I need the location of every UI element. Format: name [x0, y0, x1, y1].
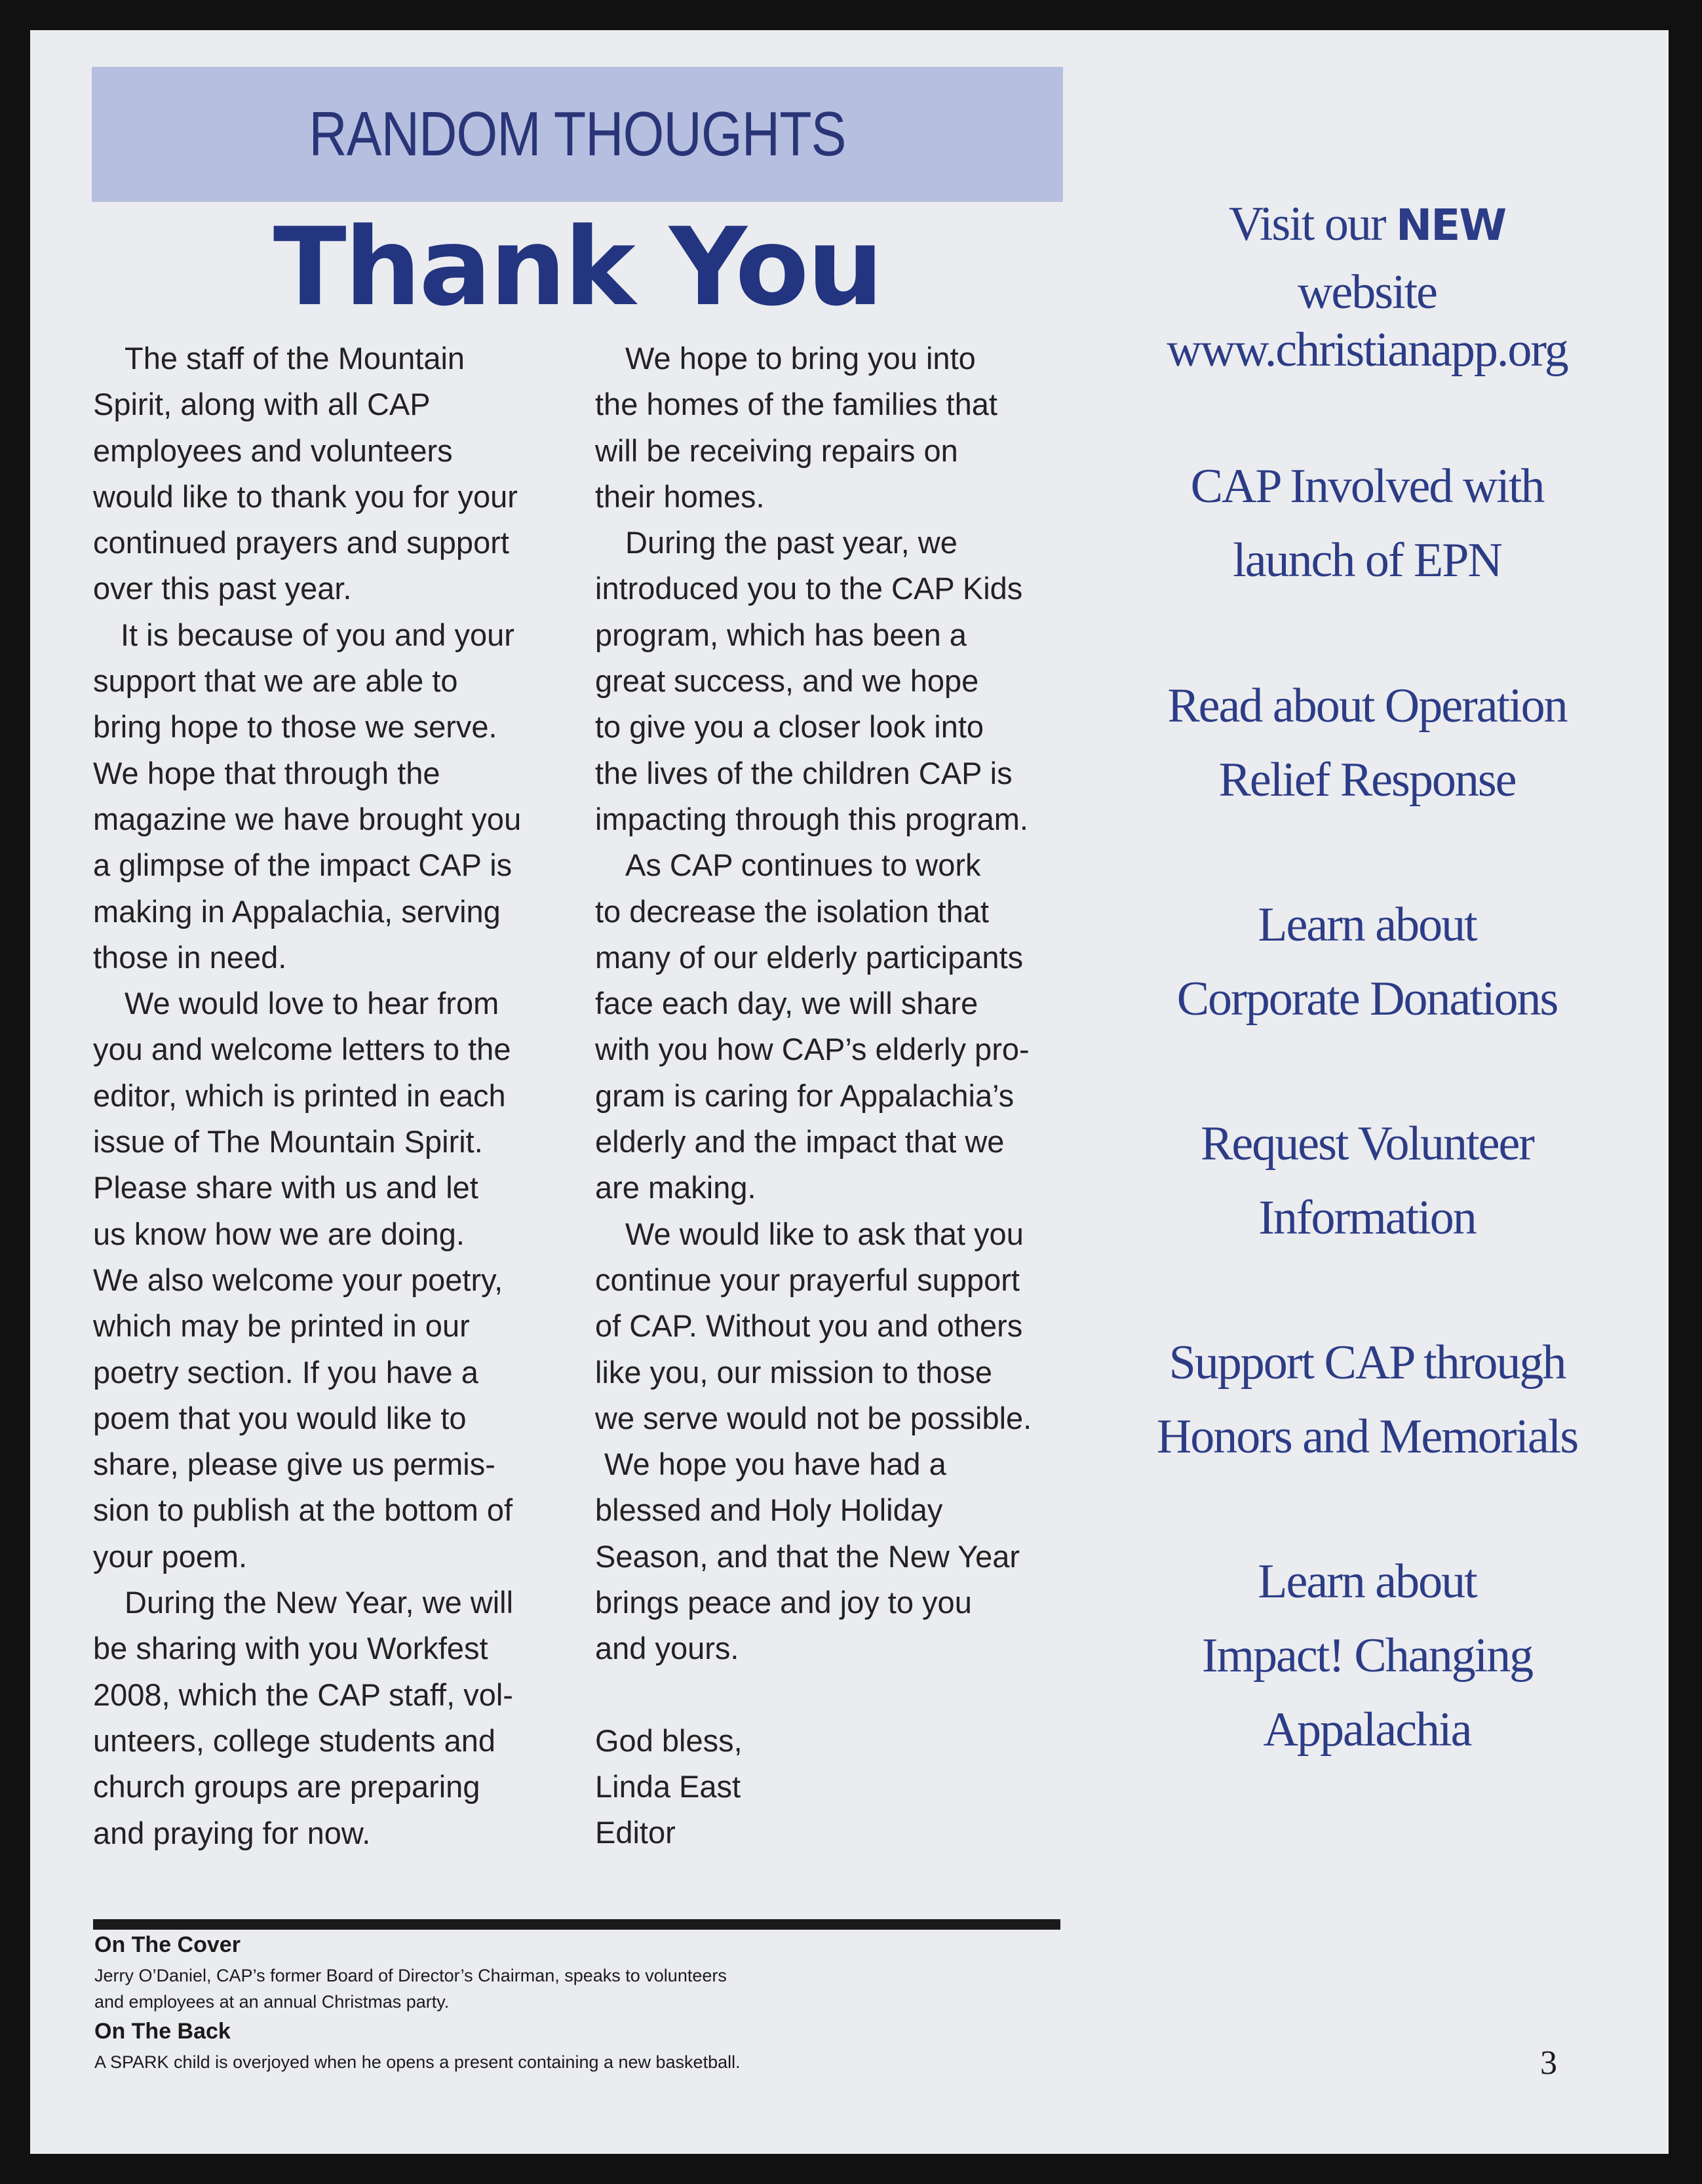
text-line: to give you a closer look into — [595, 709, 984, 745]
sidebar-item-honors-memorials: Honors and Memorials — [1156, 1410, 1578, 1464]
cover-caption-text: Jerry O’Daniel, CAP’s former Board of Director’s Chairman, speaks to volunteers — [94, 1966, 727, 1985]
text-line: impacting through this program. — [595, 801, 1028, 836]
text-line: the homes of the families that — [595, 387, 997, 422]
text-line: Season, and that the New Year — [595, 1538, 1020, 1574]
text-line: During the past year, we — [625, 525, 957, 560]
signature-name: Linda East — [595, 1768, 741, 1804]
sidebar-item-epn: CAP Involved with — [1190, 459, 1544, 513]
sidebar-item-honors-memorials: Support CAP through — [1169, 1336, 1566, 1390]
text-line: share, please give us permis- — [93, 1447, 495, 1482]
section-title: RANDOM THOUGHTS — [309, 99, 846, 169]
text-line: which may be printed in our — [93, 1308, 470, 1344]
text-line: introduced you to the CAP Kids — [595, 571, 1023, 606]
sidebar-item-operation-relief: Read about Operation — [1167, 679, 1567, 733]
text-line: will be receiving repairs on — [595, 433, 958, 468]
website-url: www.christianapp.org — [1167, 323, 1568, 377]
text-line: issue of The Mountain Spirit. — [93, 1124, 483, 1160]
sidebar-item-corporate-donations: Learn about — [1258, 898, 1477, 952]
text-line: continued prayers and support — [93, 525, 509, 560]
text-line: us know how we are doing. — [93, 1216, 465, 1251]
text-line: face each day, we will share — [595, 986, 978, 1021]
text-line: We would like to ask that you — [625, 1216, 1024, 1251]
text-line: We hope to bring you into — [625, 341, 976, 376]
sidebar-item-impact: Learn about — [1258, 1555, 1477, 1609]
text-line: Spirit, along with all CAP — [93, 387, 431, 422]
text-line: the lives of the children CAP is — [595, 755, 1013, 790]
text-line: you and welcome letters to the — [93, 1032, 511, 1067]
text-line: poem that you would like to — [93, 1400, 467, 1435]
signature-title: Editor — [595, 1815, 676, 1850]
text-line: employees and volunteers — [93, 433, 453, 468]
sidebar-item-impact: Appalachia — [1263, 1703, 1471, 1757]
text-line: making in Appalachia, serving — [93, 893, 501, 929]
text-line: editor, which is printed in each — [93, 1078, 506, 1113]
text-line: Please share with us and let — [93, 1170, 478, 1205]
sidebar-item-operation-relief: Relief Response — [1218, 753, 1516, 807]
signature-closing: God bless, — [595, 1723, 743, 1758]
sidebar-item-volunteer: Request Volunteer — [1201, 1117, 1534, 1171]
text-line: We hope you have had a — [604, 1447, 946, 1482]
text-line: poetry section. If you have a — [93, 1354, 478, 1390]
cover-caption-title: On The Cover — [94, 1932, 241, 1957]
back-caption-text: A SPARK child is overjoyed when he opens a present containing a new basketball. — [94, 2052, 741, 2072]
text-line: The staff of the Mountain — [125, 341, 465, 376]
text-line: are making. — [595, 1170, 756, 1205]
text-line: bring hope to those we serve. — [93, 709, 497, 745]
text-line: During the New Year, we will — [125, 1585, 514, 1620]
text-line: church groups are preparing — [93, 1769, 480, 1804]
text-line: gram is caring for Appalachia’s — [595, 1078, 1015, 1113]
back-caption-title: On The Back — [94, 2019, 231, 2044]
text-line: We hope that through the — [93, 755, 440, 790]
text-line: we serve would not be possible. — [595, 1400, 1032, 1435]
text-line: We also welcome your poetry, — [93, 1262, 503, 1297]
text-line: of CAP. Without you and others — [595, 1308, 1023, 1344]
text-line: with you how CAP’s elderly pro- — [595, 1032, 1030, 1067]
text-line: sion to publish at the bottom of — [93, 1492, 513, 1528]
text-line: and yours. — [595, 1631, 739, 1666]
sidebar-item-corporate-donations: Corporate Donations — [1176, 972, 1558, 1026]
text-line: program, which has been a — [595, 617, 967, 652]
section-banner — [92, 67, 1063, 202]
magazine-page — [30, 30, 1669, 2154]
text-line: magazine we have brought you — [93, 801, 522, 836]
text-line: As CAP continues to work — [625, 848, 981, 883]
headline: Thank You — [273, 205, 882, 330]
text-line: We would love to hear from — [125, 986, 499, 1021]
text-line: support that we are able to — [93, 663, 458, 699]
text-line: be sharing with you Workfest — [93, 1631, 488, 1666]
website-promo-line1: Visit our NEW — [1228, 197, 1506, 251]
sidebar-item-impact: Impact! Changing — [1201, 1629, 1533, 1683]
text-line: many of our elderly participants — [595, 939, 1024, 975]
left-column — [93, 336, 565, 1856]
text-line: continue your prayerful support — [595, 1262, 1020, 1297]
text-line: 2008, which the CAP staff, vol- — [93, 1677, 513, 1712]
text-line: their homes. — [595, 478, 765, 514]
text-line: brings peace and joy to you — [595, 1585, 972, 1620]
website-promo-line2: website — [1297, 265, 1437, 319]
text-line: like you, our mission to those — [595, 1354, 993, 1390]
text-line: and praying for now. — [93, 1815, 371, 1850]
page-number: 3 — [1540, 2044, 1557, 2082]
text-line: those in need. — [93, 939, 287, 975]
caption-divider — [93, 1919, 1060, 1930]
text-line: would like to thank you for your — [93, 478, 518, 514]
text-line: to decrease the isolation that — [595, 893, 989, 929]
new-emphasis: NEW — [1396, 200, 1506, 250]
text-line: unteers, college students and — [93, 1723, 496, 1758]
sidebar-item-epn: launch of EPN — [1233, 534, 1501, 587]
sidebar — [1066, 30, 1669, 2154]
right-column — [595, 336, 1067, 1856]
text-line: over this past year. — [93, 571, 352, 606]
text-line: a glimpse of the impact CAP is — [93, 848, 513, 883]
sidebar-item-volunteer: Information — [1258, 1191, 1476, 1245]
text-line: blessed and Holy Holiday — [595, 1492, 943, 1528]
text-line: elderly and the impact that we — [595, 1124, 1005, 1160]
text-line: great success, and we hope — [595, 663, 979, 699]
text-line: It is because of you and your — [121, 617, 514, 652]
signature-spacer — [595, 1672, 1067, 1718]
cover-caption-text: and employees at an annual Christmas party. — [94, 1992, 450, 2012]
text-line: your poem. — [93, 1538, 248, 1574]
